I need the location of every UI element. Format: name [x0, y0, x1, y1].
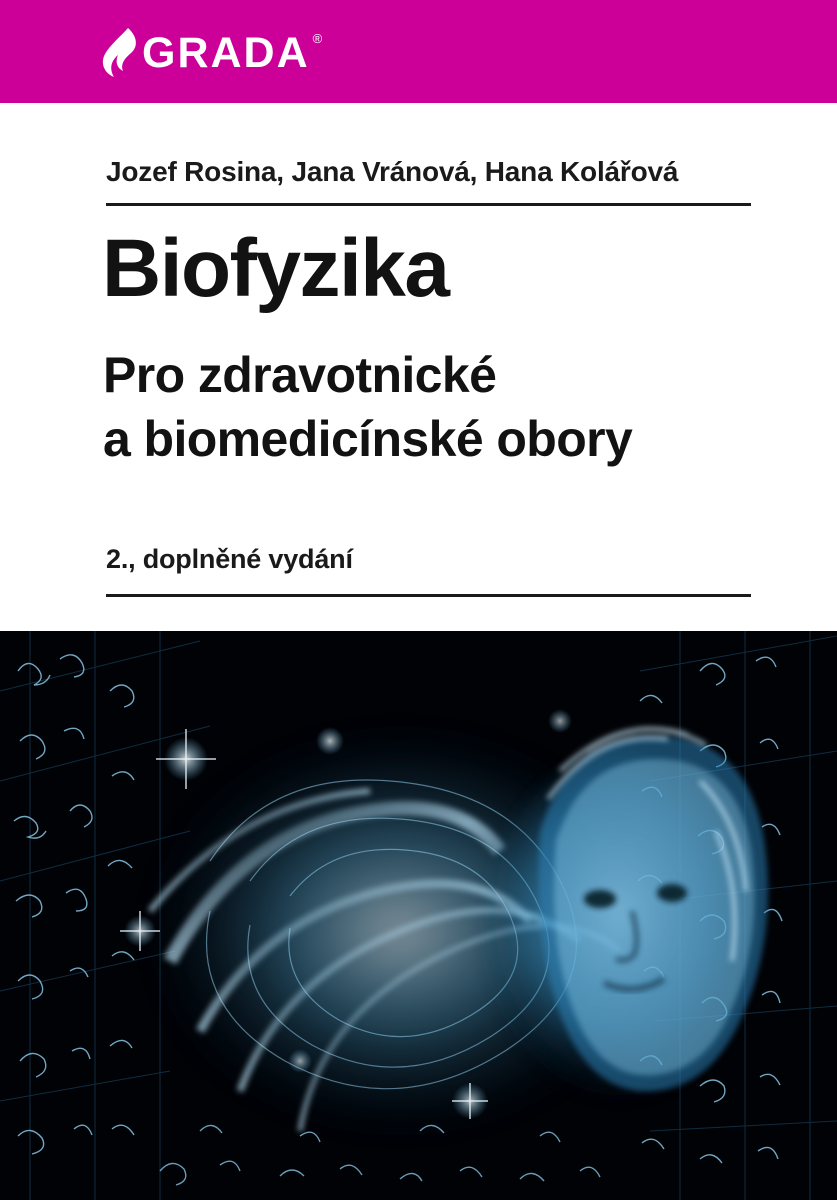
- book-subtitle: [103, 343, 783, 471]
- cover-text-area: [0, 103, 837, 631]
- publisher-name: GRADA: [142, 29, 310, 77]
- divider-bottom: [106, 594, 751, 597]
- grada-flame-logo-icon: [98, 28, 140, 78]
- publisher-band: [0, 0, 837, 103]
- book-subtitle-line-1: Pro zdravotnické: [103, 347, 497, 403]
- authors-line: Jozef Rosina, Jana Vránová, Hana Kolářová: [106, 156, 679, 187]
- xray-head-illustration: [0, 631, 837, 1200]
- trademark-symbol: ®: [312, 31, 323, 46]
- cover-artwork: [0, 631, 837, 1200]
- book-title: Biofyzika: [102, 223, 449, 314]
- book-subtitle-line-2: a biomedicínské obory: [103, 411, 633, 467]
- publisher-logo: [98, 28, 322, 80]
- divider-top: [106, 203, 751, 206]
- edition-label: 2., doplněné vydání: [106, 544, 353, 574]
